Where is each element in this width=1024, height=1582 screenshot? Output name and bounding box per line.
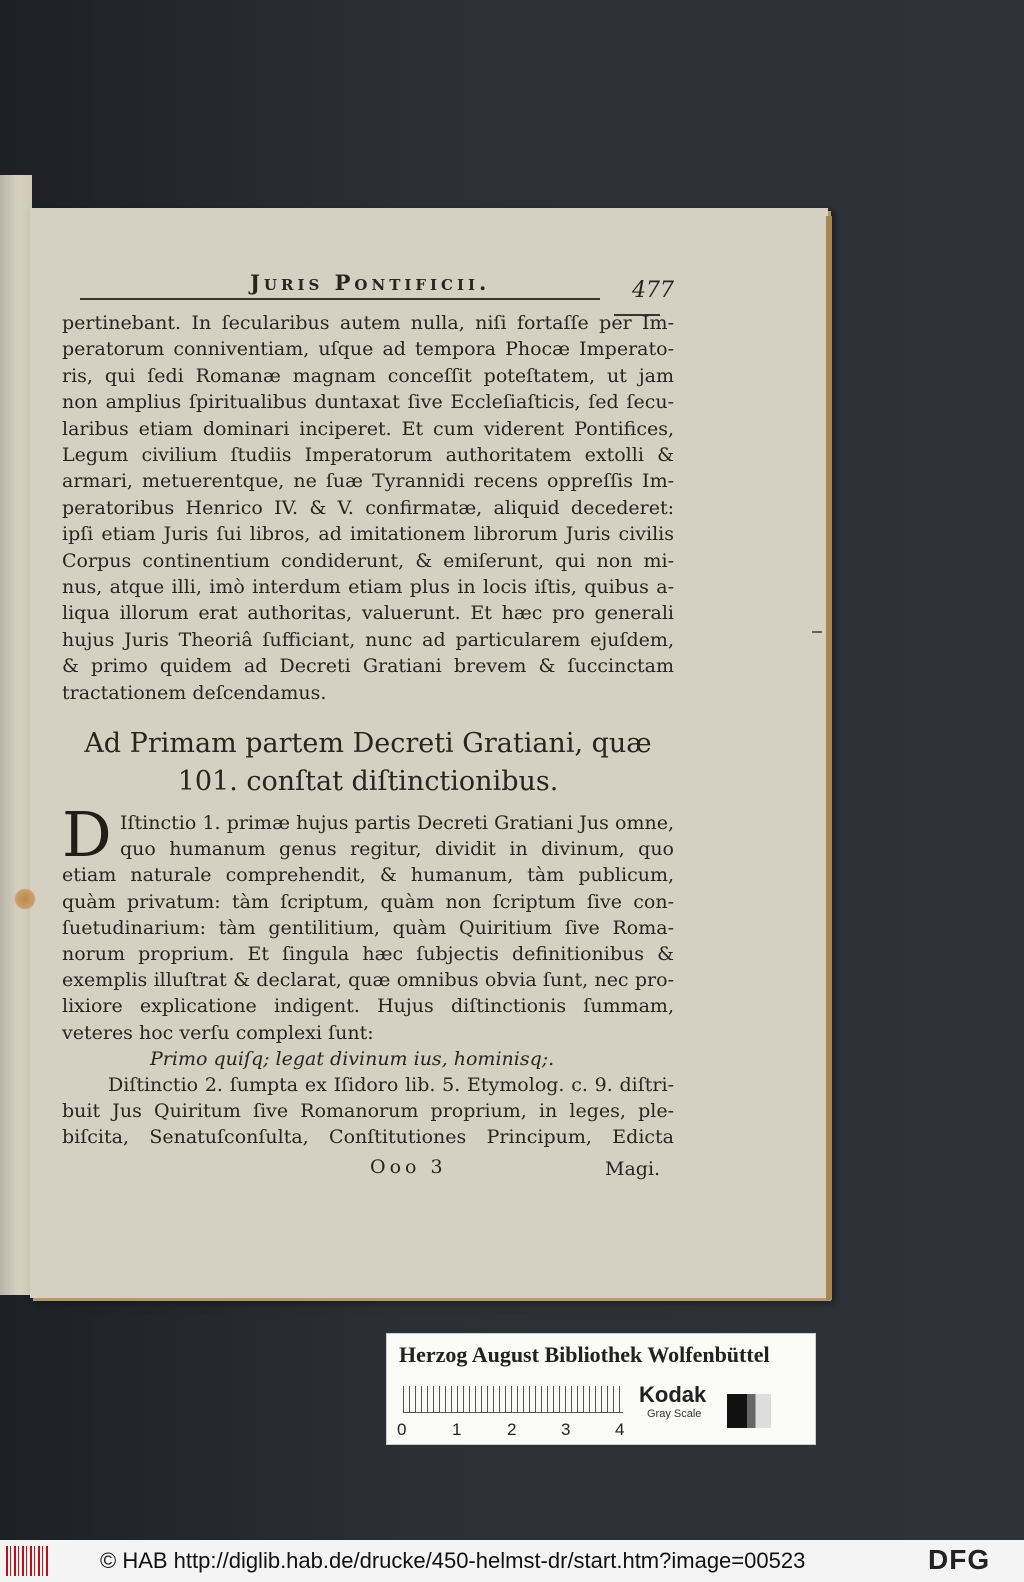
page-number: 477 [632, 278, 674, 303]
text-line: Legum civilium ſtudiis Imperatorum authoritatem extolli & [62, 444, 674, 467]
signature-mark: Ooo 3 [370, 1156, 447, 1178]
text-line: ſuetudinarium: tàm gentilitium, quàm Quiritium ſive Roma- [62, 916, 674, 939]
scale-tick-label: 3 [561, 1420, 571, 1439]
text-line: norum proprium. Et ſingula hæc ſubjectis definitionibus & [62, 943, 674, 966]
header-rule [80, 298, 600, 300]
section-heading [62, 725, 674, 801]
library-name: Herzog August Bibliothek Wolfenbüttel [399, 1342, 770, 1367]
text-line: nus, atque illi, imò interdum etiam plus in locis iſtis, quibus a- [62, 576, 674, 599]
heading-line: Ad Primam partem Decreti Gratiani, quæ [84, 728, 652, 759]
text-line: peratoribus Henrico IV. & V. confirmatæ, aliquid decederet: [62, 496, 674, 519]
facing-page-edge [0, 175, 32, 1295]
text-line: laribus etiam dominari inciperet. Et cum viderent Pontifices, [62, 417, 674, 440]
scale-tick-label: 4 [615, 1420, 625, 1439]
scale-tick-label: 1 [452, 1420, 462, 1439]
text-line: Corpus continentium condiderunt, & emiſerunt, qui non mi- [62, 549, 674, 572]
running-head: Juris Pontificii. [250, 270, 491, 295]
text-line: biſcita, Senatuſconſulta, Conſtitutiones Principum, Edicta [62, 1126, 674, 1149]
kodak-brand: Kodak [639, 1382, 707, 1407]
text-line: etiam naturale comprehendit, & humanum, tàm publicum, [62, 864, 674, 887]
catchword: Magi. [605, 1158, 661, 1180]
text-line: ipſi etiam Juris ſui libros, ad imitationem librorum Juris civilis [62, 523, 674, 546]
text-line: & primo quidem ad Decreti Gratiani brevem & ſuccinctam [62, 655, 674, 678]
text-line: Diſtinctio 2. ſumpta ex Iſidoro lib. 5. Etymolog. c. 9. diſtri- [108, 1074, 674, 1097]
color-target [386, 1333, 816, 1445]
text-line: liqua illorum erat authoritas, valuerunt. Et hæc pro generali [62, 602, 674, 625]
paper-stain [14, 888, 36, 910]
margin-mark [812, 631, 822, 633]
scale-tick-label: 0 [397, 1420, 407, 1439]
kodak-label [639, 1382, 706, 1420]
scale-tick-label: 2 [507, 1420, 517, 1439]
text-line: quàm privatum: tàm ſcriptum, quàm non ſcriptum ſive con- [62, 890, 674, 913]
footer-bar [0, 1540, 1024, 1582]
heading-line: 101. conſtat diſtinctionibus. [177, 766, 559, 797]
intro-paragraph [62, 310, 674, 706]
text-line: lixiore explicatione indigent. Hujus diſtinctionis ſummam, [62, 995, 674, 1018]
page-edge [826, 216, 832, 1300]
text-line: non amplius ſpiritualibus duntaxat ſive Eccleſiaſticis, ſed ſecu- [62, 391, 674, 414]
gray-scale-label: Gray Scale [647, 1408, 702, 1420]
text-line: exemplis illuſtrat & declarat, quæ omnibus obvia ſunt, nec pro- [62, 969, 674, 992]
text-line: quo humanum genus regitur, dividit in divinum, quo [120, 838, 674, 861]
scale-ruler [403, 1386, 623, 1413]
body-paragraph [62, 810, 674, 1151]
text-line: Iſtinctio 1. primæ hujus partis Decreti Gratiani Jus omne, [120, 812, 674, 834]
text-line: buit Jus Quiritum ſive Romanorum proprium, in leges, ple- [62, 1100, 674, 1123]
text-line: tractationem deſcendamus. [62, 681, 327, 704]
drop-cap: D [62, 798, 112, 871]
gray-patch [727, 1394, 771, 1428]
verse-line: Primo quiſq; legat divinum ius, hominisq;. [150, 1047, 555, 1070]
text-line: ris, qui ſedi Romanæ magnam conceſſit poteſtatem, ut jam [62, 364, 674, 387]
text-line: armari, metuerentque, ne ſuæ Tyrannidi recens oppreſſis Im- [62, 470, 674, 493]
hab-logo-icon [6, 1546, 50, 1576]
text-line: peratorum conniventiam, uſque ad tempora Phocæ Imperato- [62, 338, 674, 361]
dfg-logo: DFG [928, 1544, 991, 1575]
text-line: veteres hoc verſu complexi ſunt: [62, 1021, 374, 1044]
source-url[interactable]: © HAB http://diglib.hab.de/drucke/450-helmst-dr/start.htm?image=00523 [100, 1548, 806, 1573]
text-line: hujus Juris Theoriâ ſufficiant, nunc ad particularem ejuſdem, [62, 628, 674, 651]
text-line: pertinebant. In ſecularibus autem nulla, niſi fortaſſe per Im- [62, 312, 674, 334]
